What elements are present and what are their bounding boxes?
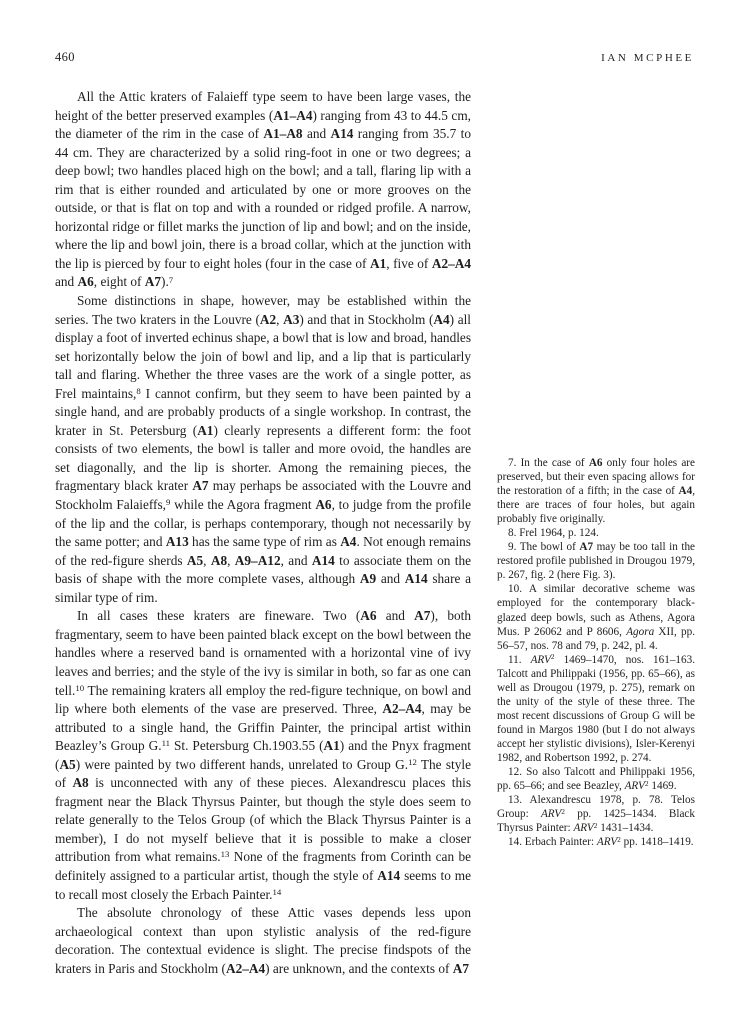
page-number: 460 [55,50,75,64]
body-paragraph: All the Attic kraters of Falaieff type seem to have been large vases, the height of the better preserved examples (A1–A4) ranging from 43 to 44.5 cm, the diameter of the rim in the case of A1–A8 and A14 ranging from 35.7 to 44 cm. They are characterized by a solid ring-foot in one or two degrees; a deep bowl; two handles placed high on the bowl; and a tall, flaring lip with a rim that is either rounded and articulated by one or more grooves on the outside, or that is flat on top and with a rounded or ridged profile. A narrow, horizontal ridge or fillet marks the junction of lip and bowl; and on the inside, where the lip and bowl join, there is a broad collar, which at the junction with the lip is pierced by four to eight holes (four in the case of A1, five of A2–A4 and A6, eight of A7).$^7$ [55,89,472,290]
footnote-8: 8. Frel 1964, p. 124. [508,527,599,540]
footnote-11: 11. ARV$^2$ 1469–1470, nos. 161–163. Talcott and Philippaki (1956, pp. 65–66), as well as Drougou (1979, p. 275), remark on the unity of the style of these three. The most recent discussions of Group G will be found in Margos 1980 (but I do not always accept her stylistic divisions), Isler-Kerenyi 1982, and Robertson 1992, p. 274. [497,652,695,764]
footnote-12: 12. So also Talcott and Philippaki 1956, pp. 65–66; and see Beazley, ARV$^2$ 1469. [497,766,695,793]
footnote-10: 10. A similar decorative scheme was employed for the contemporary black-glazed deep bowls, such as Athens, Agora Mus. P 26062 and P 8606, Agora XII, pp. 56–57, nos. 78 and 79, p. 242, pl. 4. [497,583,695,652]
body-paragraph: The absolute chronology of these Attic vases depends less upon archaeological context than upon stylistic analysis of the red-figure decoration. The contextual evidence is slight. The precise findspots of the kraters in Paris and Stockholm (A2–A4) are unknown, and the contexts of A7 [55,905,471,976]
footnotes-column [497,456,695,849]
running-head-author: IAN MCPHEE [601,52,694,64]
footnote-13: 13. Alexandrescu 1978, p. 78. Telos Group: ARV$^2$ pp. 1425–1434. Black Thyrsus Painter: ARV$^2$ 1431–1434. [497,794,695,835]
body-paragraph: In all cases these kraters are fineware. Two (A6 and A7), both fragmentary, seem to have been painted black except on the bowl between the handles where a reserved band is ornamented with a horizontal vine of ivy leaves and berries; and the style of the ivy is similar in both, so far as one can tell.$^{10}$ The remaining kraters all employ the red-figure technique, on bowl and lip where both elements of the vase are preserved. Three, A2–A4, may be attributed to a single hand, the Griffin Painter, the principal artist within Beazley’s Group G.$^{11}$ St. Petersburg Ch.1903.55 (A1) and the Pnyx fragment (A5) were painted by two different hands, unrelated to Group G.$^{12}$ The style of A8 is unconnected with any of these pieces. Alexandrescu places this fragment near the Black Thyrsus Painter, but though the style does seem to relate generally to the Telos Group (of which the Black Thyrsus Painter is a member), I do not myself believe that it is possible to make a closer attribution from what remains.$^{13}$ None of the fragments from Corinth can be definitely assigned to a particular artist, though the style of A14 seems to me to recall most closely the Erbach Painter.$^{14}$ [55,608,472,902]
main-text-column [55,88,471,978]
footnote-9: 9. The bowl of A7 may be too tall in the restored profile published in Drougou 1979, p. 267, fig. 2 (here Fig. 3). [497,541,696,582]
page-header [55,50,694,65]
footnote-14: 14. Erbach Painter: ARV$^2$ pp. 1418–1419. [508,834,694,849]
footnote-7: 7. In the case of A6 only four holes are preserved, but their even spacing allows for the restoration of a fifth; in the case of A4, there are traces of four holes, but again probably five originally. [497,457,695,526]
body-paragraph: Some distinctions in shape, however, may be established within the series. The two kraters in the Louvre (A2, A3) and that in Stockholm (A4) all display a foot of inverted echinus shape, a bowl that is low and broad, handles set horizontally below the join of bowl and lip, and a lip that is particularly tall and flaring. Whether the three vases are the work of a single potter, as Frel maintains,$^8$ I cannot confirm, but they seem to have been painted by a single hand, and are probably products of a single workshop. In contrast, the krater in St. Petersburg (A1) clearly represents a different form: the foot consists of two elements, the bowl is taller and more ovoid, the handles are set diagonally, and the lip is shorter. Among the remaining pieces, the fragmentary black krater A7 may perhaps be associated with the Louvre and Stockholm Falaieffs,$^9$ while the Agora fragment A6, to judge from the profile of the lip and the collar, is perhaps contemporary, though not necessarily by the same potter; and A13 has the same type of rim as A4. Not enough remains of the red-figure sherds A5, A8, A9–A12, and A14 to associate them on the basis of shape with the more complete vases, although A9 and A14 share a similar type of rim. [55,293,472,605]
